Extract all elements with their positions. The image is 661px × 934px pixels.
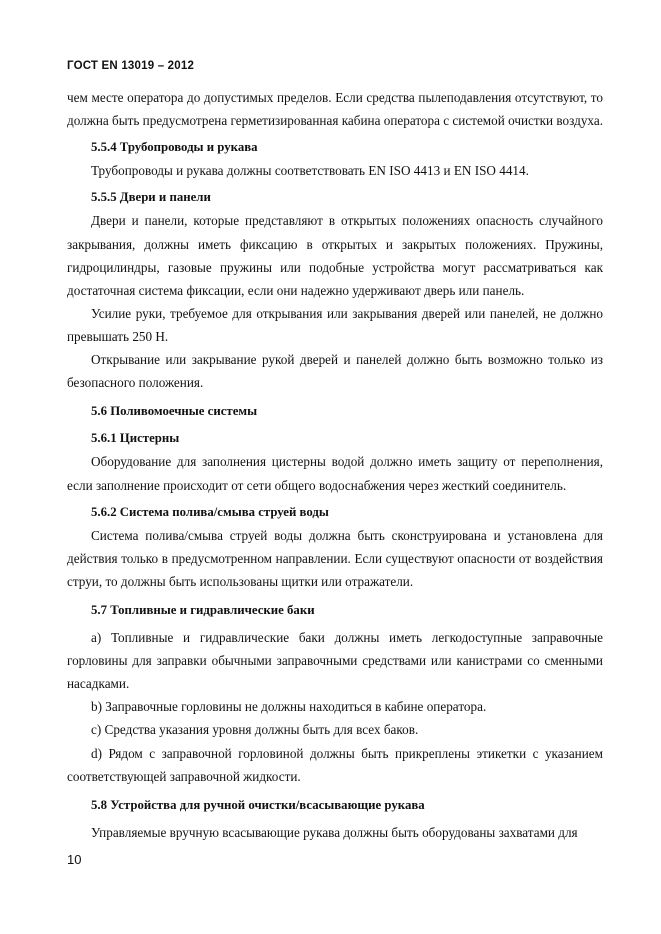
heading-5-8: 5.8 Устройства для ручной очистки/всасывающие рукава [91,797,425,812]
paragraph-5-5-5-c: Открывание или закрывание рукой дверей и панелей должно быть возможно только из безопасного положения. [67,352,603,391]
paragraph-5-5-5-a: Двери и панели, которые представляют в открытых положениях опасность случайного закрывания, должны иметь фиксацию в открытых и закрытых положениях. Пружины, гидроцилиндры, газовые пружины или подобные устройства могут рассматриваться как достаточная система фиксации, если они надежно удерживают дверь или панель. [67,213,603,298]
heading-5-6: 5.6 Поливомоечные системы [91,404,258,419]
paragraph-5-6-2: Система полива/смыва струей воды должна быть сконструирована и установлена для действия только в предусмотренном направлении. Если существуют опасности от воздействия струи, то должны быть использованы щитки или отражатели. [67,527,603,589]
document-body [67,86,603,844]
paragraph-continuation: чем месте оператора до допустимых пределов. Если средства пылеподавления отсутствуют, то должна быть предусмотрена герметизированная кабина оператора с системой очистки воздуха. [67,90,603,129]
heading-5-5-5: 5.5.5 Двери и панели [91,190,211,205]
paragraph-5-5-4: Трубопроводы и рукава должны соответствовать EN ISO 4413 и EN ISO 4414. [91,163,529,179]
heading-5-7: 5.7 Топливные и гидравлические баки [91,602,315,617]
page-number: 10 [67,852,82,867]
heading-5-6-1: 5.6.1 Цистерны [91,431,180,446]
document-code-header: ГОСТ EN 13019 – 2012 [67,60,195,72]
list-item-b: b) Заправочные горловины не должны находиться в кабине оператора. [91,699,487,715]
list-item-c: c) Средства указания уровня должны быть для всех баков. [91,722,419,738]
heading-5-5-4: 5.5.4 Трубопроводы и рукава [91,140,258,155]
paragraph-5-8: Управляемые вручную всасывающие рукава должны быть оборудованы захватами для [91,824,578,840]
paragraph-5-6-1: Оборудование для заполнения цистерны водой должно иметь защиту от переполнения, если заполнение происходит от сети общего водоснабжения через жесткий соединитель. [67,454,603,493]
list-item-d: d) Рядом с заправочной горловиной должны быть прикреплены этикетки с указанием соответствующей заправочной жидкости. [67,745,603,784]
paragraph-5-5-5-b: Усилие руки, требуемое для открывания или закрывания дверей или панелей, не должно превышать 250 Н. [67,305,603,344]
heading-5-6-2: 5.6.2 Система полива/смыва струей воды [91,504,329,519]
list-item-a: a) Топливные и гидравлические баки должны иметь легкодоступные заправочные горловины для заправки обычными заправочными средствами или канистрами со сменными насадками. [67,630,603,692]
